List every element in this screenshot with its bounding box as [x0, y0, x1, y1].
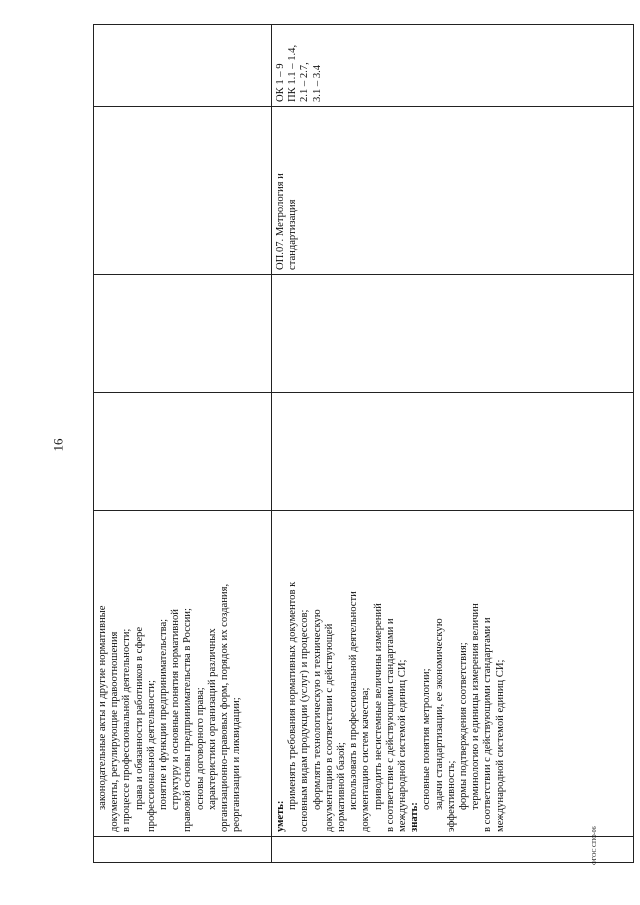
list-item: международной системой единиц СИ;	[494, 659, 506, 832]
list-item: задачи стандартизации, ее экономическую	[433, 618, 445, 810]
list-item: использовать в профессиональной деятельности	[348, 591, 360, 810]
cell-empty	[272, 393, 634, 511]
know-list	[421, 515, 506, 832]
page-number: 16	[50, 438, 66, 452]
list-item: документы, регулирующие правоотношения	[109, 631, 121, 832]
list-item: профессиональной деятельности;	[145, 680, 157, 832]
list-item: понятие и функции предпринимательства;	[158, 618, 170, 810]
skills-label: уметь:	[275, 800, 286, 832]
cell-empty	[94, 393, 272, 511]
list-item: оформлять технологическую и техническую	[311, 609, 323, 810]
table-row	[272, 25, 634, 863]
list-item: в процессе профессиональной деятельности;	[121, 628, 133, 832]
cell-content-skills	[272, 511, 634, 837]
list-item: документацию в соответствии с действующей	[323, 623, 335, 832]
knowledge-list	[97, 515, 243, 832]
list-item: структуру и основные понятия нормативной	[170, 609, 182, 810]
list-item: организационно-правовых форм, порядок их создания,	[219, 583, 231, 832]
cell-index	[272, 837, 634, 863]
curriculum-table	[93, 24, 634, 863]
list-item: реорганизации и ликвидации;	[231, 697, 243, 832]
table-row	[94, 25, 272, 863]
curriculum-table-wrapper	[93, 25, 628, 863]
discipline-name: ОП.07. Метрология и стандартизация	[275, 173, 299, 270]
cell-content-knowledge	[94, 511, 272, 837]
list-item: нормативной базой;	[336, 742, 348, 832]
footer-code: ФГОС СПО-06	[592, 826, 598, 865]
know-label: знать:	[409, 802, 421, 832]
cell-empty	[94, 25, 272, 107]
list-item: эффективность;	[445, 760, 457, 832]
cell-competencies	[272, 25, 634, 107]
list-item: в соответствии с действующими стандартами и	[482, 617, 494, 832]
list-item: применять требования нормативных документов к	[287, 581, 299, 810]
list-item: формы подтверждения соответствия;	[458, 642, 470, 810]
cell-empty	[272, 275, 634, 393]
list-item: основы договорного права;	[194, 687, 206, 810]
list-item: приводить несистемные величины измерений	[372, 603, 384, 810]
list-item: основные понятия метрологии;	[421, 668, 433, 810]
list-item: международной системой единиц СИ;	[397, 659, 409, 832]
list-item: законодательные акты и другие нормативные	[97, 605, 108, 810]
cell-empty	[94, 275, 272, 393]
list-item: права и обязанности работников в сфере	[133, 626, 145, 810]
cell-discipline	[272, 107, 634, 275]
skills-list	[287, 515, 409, 832]
list-item: в соответствие с действующими стандартами и	[384, 618, 396, 832]
cell-index	[94, 837, 272, 863]
list-item: документацию систем качества;	[360, 687, 372, 832]
cell-empty	[94, 107, 272, 275]
list-item: терминологию и единицы измерения величин	[470, 603, 482, 810]
list-item: основным видам продукции (услуг) и процессов;	[299, 609, 311, 832]
competencies: ОК 1 – 9 ПК 1.1 – 1.4, 2.1 – 2.7, 3.1 – 3.4	[275, 44, 323, 102]
list-item: правовой основы предпринимательства в России;	[182, 608, 194, 832]
list-item: характеристики организаций различных	[206, 628, 218, 810]
